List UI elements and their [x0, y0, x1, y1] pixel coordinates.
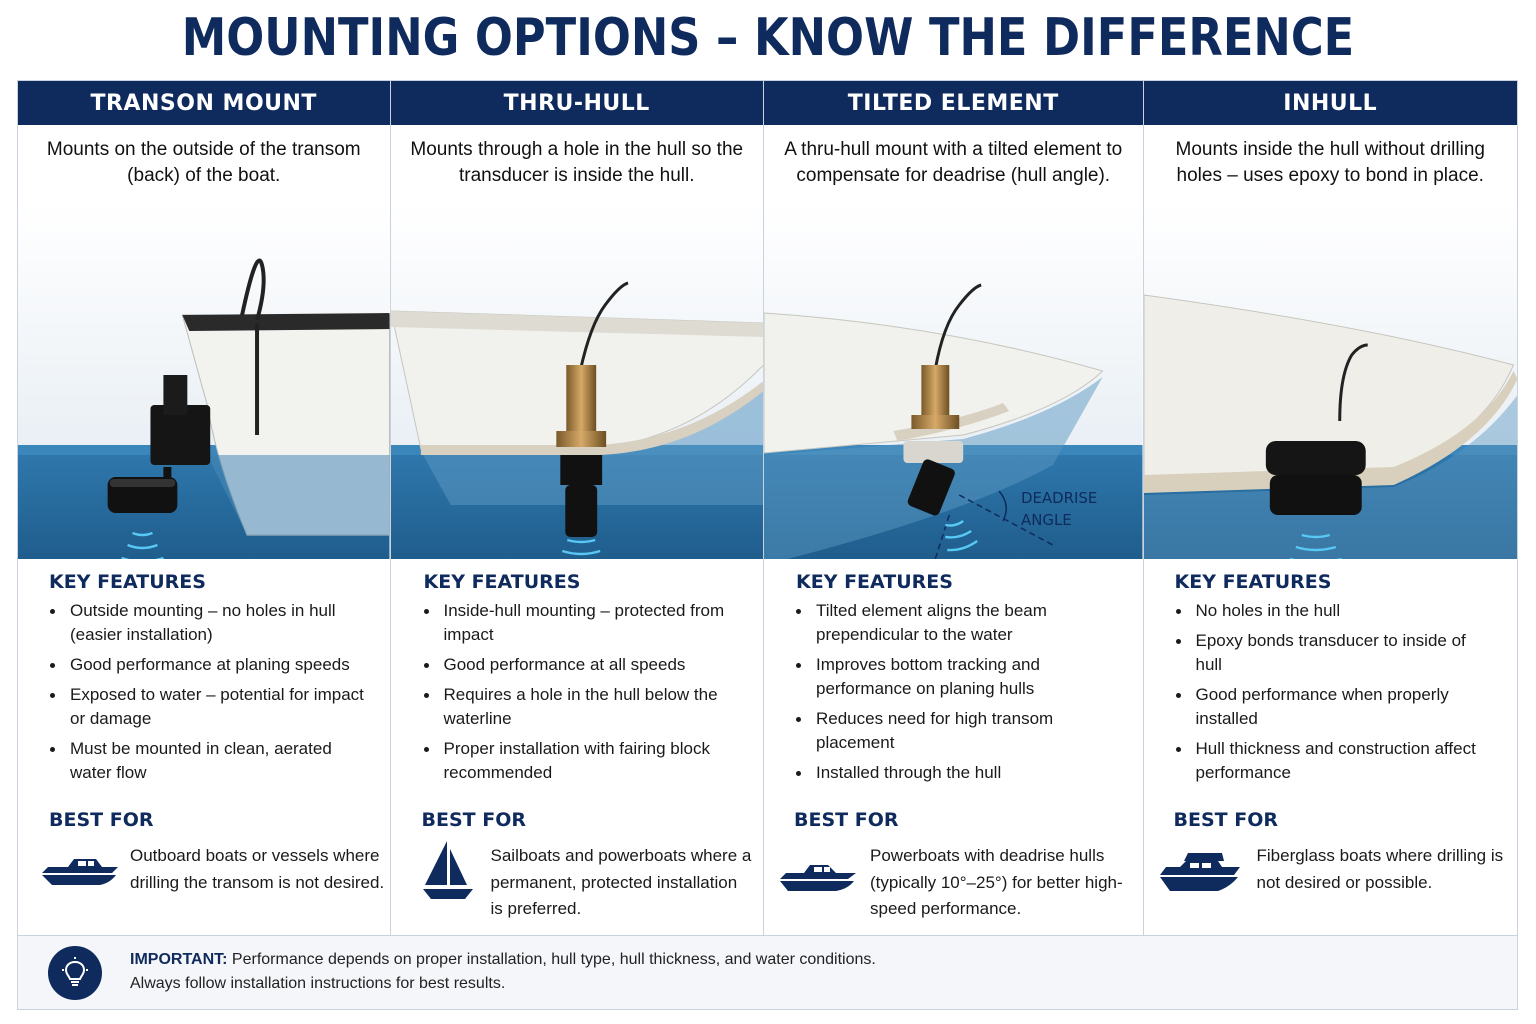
- column-header: TILTED ELEMENT: [764, 81, 1143, 125]
- best-for-heading: BEST FOR: [1173, 809, 1278, 831]
- thru-hull-illustration: [391, 205, 764, 559]
- important-text: [130, 948, 876, 996]
- feature-item: Reduces need for high transom placement: [796, 707, 1116, 755]
- column-header: TRANSON MOUNT: [18, 81, 390, 125]
- best-for-text: Fiberglass boats where drilling is not desired or possible.: [1256, 846, 1504, 892]
- important-line-1: Performance depends on proper installation, hull type, hull thickness, and water conditions.: [231, 951, 876, 968]
- sailboat-icon: [421, 839, 475, 901]
- deadrise-label: DEADRISE: [1020, 488, 1098, 508]
- column-inhull: [1144, 81, 1518, 935]
- key-features-list: [424, 599, 754, 791]
- column-header: THRU-HULL: [391, 81, 764, 125]
- transom-mount-illustration: [18, 205, 390, 559]
- key-features-list: [796, 599, 1116, 791]
- feature-item: Proper installation with fairing block recommended: [424, 737, 754, 785]
- feature-item: Good performance at planing speeds: [50, 653, 370, 677]
- feature-item: No holes in the hull: [1176, 599, 1496, 623]
- key-features-heading: KEY FEATURES: [423, 571, 581, 593]
- column-description: A thru-hull mount with a tilted element to compensate for deadrise (hull angle).: [784, 139, 1123, 186]
- column-tilted-element: [764, 81, 1144, 935]
- outboard-boat-icon: [40, 849, 120, 889]
- important-note: [17, 936, 1518, 1010]
- feature-item: Exposed to water – potential for impact or damage: [50, 683, 370, 731]
- column-thru-hull: [391, 81, 765, 935]
- column-description: Mounts inside the hull without drilling holes – uses epoxy to bond in place.: [1175, 139, 1485, 186]
- feature-item: Good performance when properly installed: [1176, 683, 1496, 731]
- key-features-heading: KEY FEATURES: [49, 571, 206, 593]
- cabin-cruiser-icon: [1158, 849, 1242, 893]
- inhull-illustration: [1144, 205, 1518, 559]
- feature-item: Hull thickness and construction affect performance: [1176, 737, 1496, 785]
- key-features-heading: KEY FEATURES: [796, 571, 953, 593]
- best-for-text: Sailboats and powerboats where a permanent, protected installation is preferred.: [490, 846, 752, 918]
- important-line-2: Always follow installation instructions for best results.: [130, 975, 506, 992]
- feature-item: Epoxy bonds transducer to inside of hull: [1176, 629, 1496, 677]
- mounting-options-grid: [17, 80, 1518, 936]
- column-transom-mount: [18, 81, 391, 935]
- important-label: IMPORTANT:: [130, 951, 228, 968]
- feature-item: Installed through the hull: [796, 761, 1116, 785]
- powerboat-icon: [778, 859, 858, 895]
- feature-item: Improves bottom tracking and performance on planing hulls: [796, 653, 1116, 701]
- feature-item: Outside mounting – no holes in hull (easier installation): [50, 599, 370, 647]
- feature-item: Must be mounted in clean, aerated water flow: [50, 737, 370, 785]
- best-for-heading: BEST FOR: [794, 809, 899, 831]
- best-for-heading: BEST FOR: [421, 809, 526, 831]
- page-title: MOUNTING OPTIONS – KNOW THE DIFFERENCE: [181, 8, 1355, 68]
- lightbulb-icon: [48, 946, 102, 1000]
- key-features-list: [1176, 599, 1496, 791]
- feature-item: Good performance at all speeds: [424, 653, 754, 677]
- column-header: INHULL: [1144, 81, 1518, 125]
- tilted-element-illustration: [764, 205, 1143, 559]
- feature-item: Inside-hull mounting – protected from impact: [424, 599, 754, 647]
- best-for-text: Powerboats with deadrise hulls (typically 10°–25°) for better high-speed performance.: [870, 846, 1123, 918]
- key-features-heading: KEY FEATURES: [1174, 571, 1332, 593]
- column-description: Mounts on the outside of the transom (back) of the boat.: [46, 139, 361, 186]
- column-description: Mounts through a hole in the hull so the transducer is inside the hull.: [410, 139, 744, 186]
- best-for-text: Outboard boats or vessels where drilling the transom is not desired.: [130, 846, 385, 892]
- feature-item: Requires a hole in the hull below the waterline: [424, 683, 754, 731]
- angle-label: ANGLE: [1020, 510, 1072, 530]
- feature-item: Tilted element aligns the beam prependicular to the water: [796, 599, 1116, 647]
- best-for-heading: BEST FOR: [49, 809, 154, 831]
- key-features-list: [50, 599, 370, 791]
